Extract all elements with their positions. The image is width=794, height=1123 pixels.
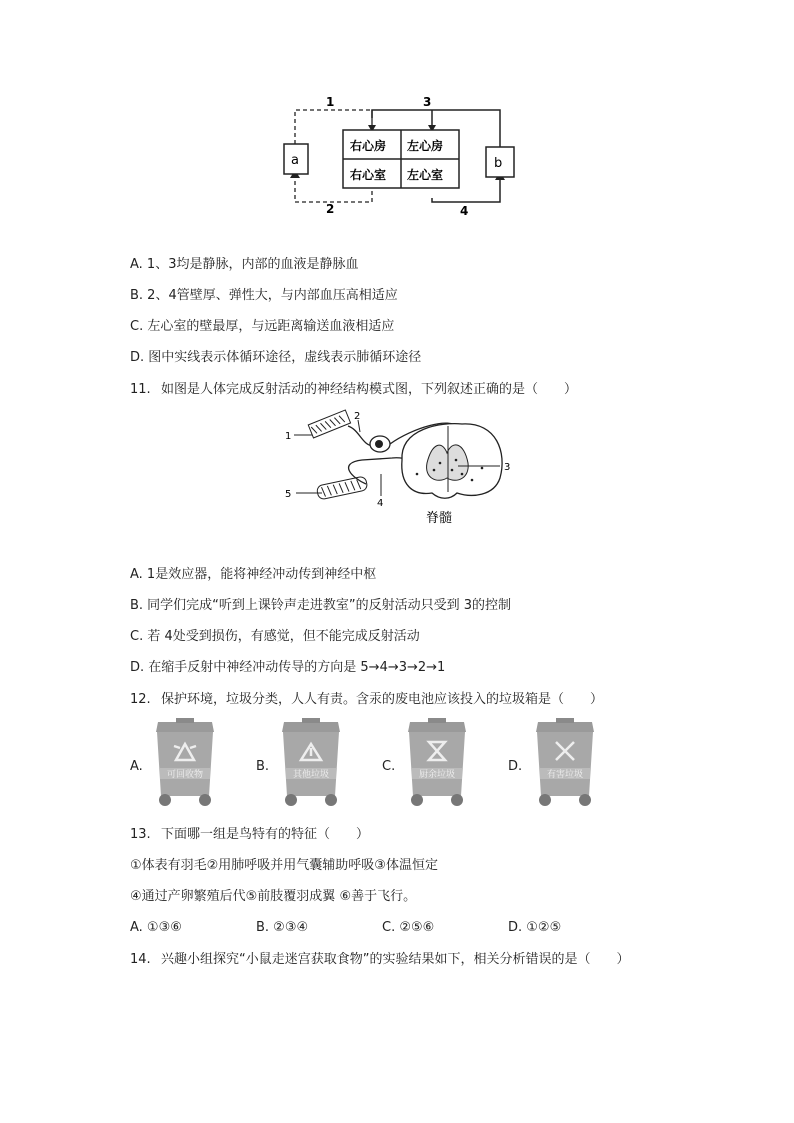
vessel-1-label: 1: [326, 95, 335, 109]
bin-other: [276, 718, 346, 810]
q12-number: 12.: [130, 692, 151, 707]
right-atrium-label: 右心房: [350, 139, 387, 153]
reflex-label-2: 2: [354, 411, 361, 422]
bin-d-text: 有害垃圾: [546, 770, 584, 780]
spinal-cord-label: 脊髓: [426, 511, 453, 526]
heart-circulation-diagram: [280, 92, 520, 222]
bin-hazardous: [530, 718, 600, 810]
q12-stem: 保护环境，垃圾分类，人人有责。含汞的废电池应该投入的垃圾箱是（ ）: [161, 692, 604, 707]
bin-c-text: 厨余垃圾: [418, 770, 456, 780]
reflex-label-1: 1: [285, 431, 292, 442]
vessel-3-label: 3: [423, 95, 432, 109]
bin-c-letter: C.: [382, 759, 396, 774]
bin-kitchen: [402, 718, 472, 810]
box-a-label: a: [291, 153, 299, 168]
q13-stem: 下面哪一组是鸟特有的特征（ ）: [161, 827, 370, 842]
bin-b-letter: B.: [256, 759, 270, 774]
q11-number: 11.: [130, 382, 151, 397]
q11-option-b: B. 同学们完成“听到上课铃声走进教室”的反射活动只受到 3的控制: [130, 598, 512, 613]
reflex-label-4: 4: [377, 498, 384, 509]
left-atrium-label: 左心房: [407, 139, 444, 153]
box-b-label: b: [494, 156, 503, 171]
q11-stem: 如图是人体完成反射活动的神经结构模式图，下列叙述正确的是（ ）: [161, 382, 578, 397]
q11-option-d: D. 在缩手反射中神经冲动传导的方向是 5→4→3→2→1: [130, 660, 446, 675]
q10-option-b: B. 2、4管壁厚、弹性大，与内部血压高相适应: [130, 288, 398, 303]
left-ventricle-label: 左心室: [407, 168, 444, 182]
bin-recyclable: [150, 718, 220, 810]
vessel-4-label: 4: [460, 204, 469, 218]
q11-option-c: C. 若 4处受到损伤，有感觉，但不能完成反射活动: [130, 629, 420, 644]
q13-option-d: D. ①②⑤: [508, 920, 562, 935]
q13-option-b: B. ②③④: [256, 920, 309, 935]
q13-number: 13.: [130, 827, 151, 842]
reflex-arc-diagram: [282, 408, 522, 533]
q13-line-1: ①体表有羽毛②用肺呼吸并用气囊辅助呼吸③体温恒定: [130, 858, 438, 873]
q13-option-c: C. ②⑤⑥: [382, 920, 435, 935]
q13-option-a: A. ①③⑥: [130, 920, 182, 935]
vessel-2-label: 2: [326, 202, 335, 216]
reflex-label-5: 5: [285, 489, 292, 500]
right-ventricle-label: 右心室: [350, 168, 387, 182]
q10-option-a: A. 1、3均是静脉，内部的血液是静脉血: [130, 257, 359, 272]
q10-option-d: D. 图中实线表示体循环途径，虚线表示肺循环途径: [130, 350, 422, 365]
q10-option-c: C. 左心室的壁最厚，与远距离输送血液相适应: [130, 319, 395, 334]
q13-line-2: ④通过产卵繁殖后代⑤前肢覆羽成翼 ⑥善于飞行。: [130, 889, 417, 904]
bin-b-text: 其他垃圾: [292, 770, 330, 780]
bin-d-letter: D.: [508, 759, 523, 774]
reflex-label-3: 3: [504, 462, 511, 473]
bin-a-letter: A.: [130, 759, 143, 774]
q14-stem: 兴趣小组探究“小鼠走迷宫获取食物”的实验结果如下，相关分析错误的是（ ）: [161, 952, 630, 967]
q14-number: 14.: [130, 952, 151, 967]
bin-a-text: 可回收物: [166, 770, 204, 780]
q11-option-a: A. 1是效应器，能将神经冲动传到神经中枢: [130, 567, 377, 582]
